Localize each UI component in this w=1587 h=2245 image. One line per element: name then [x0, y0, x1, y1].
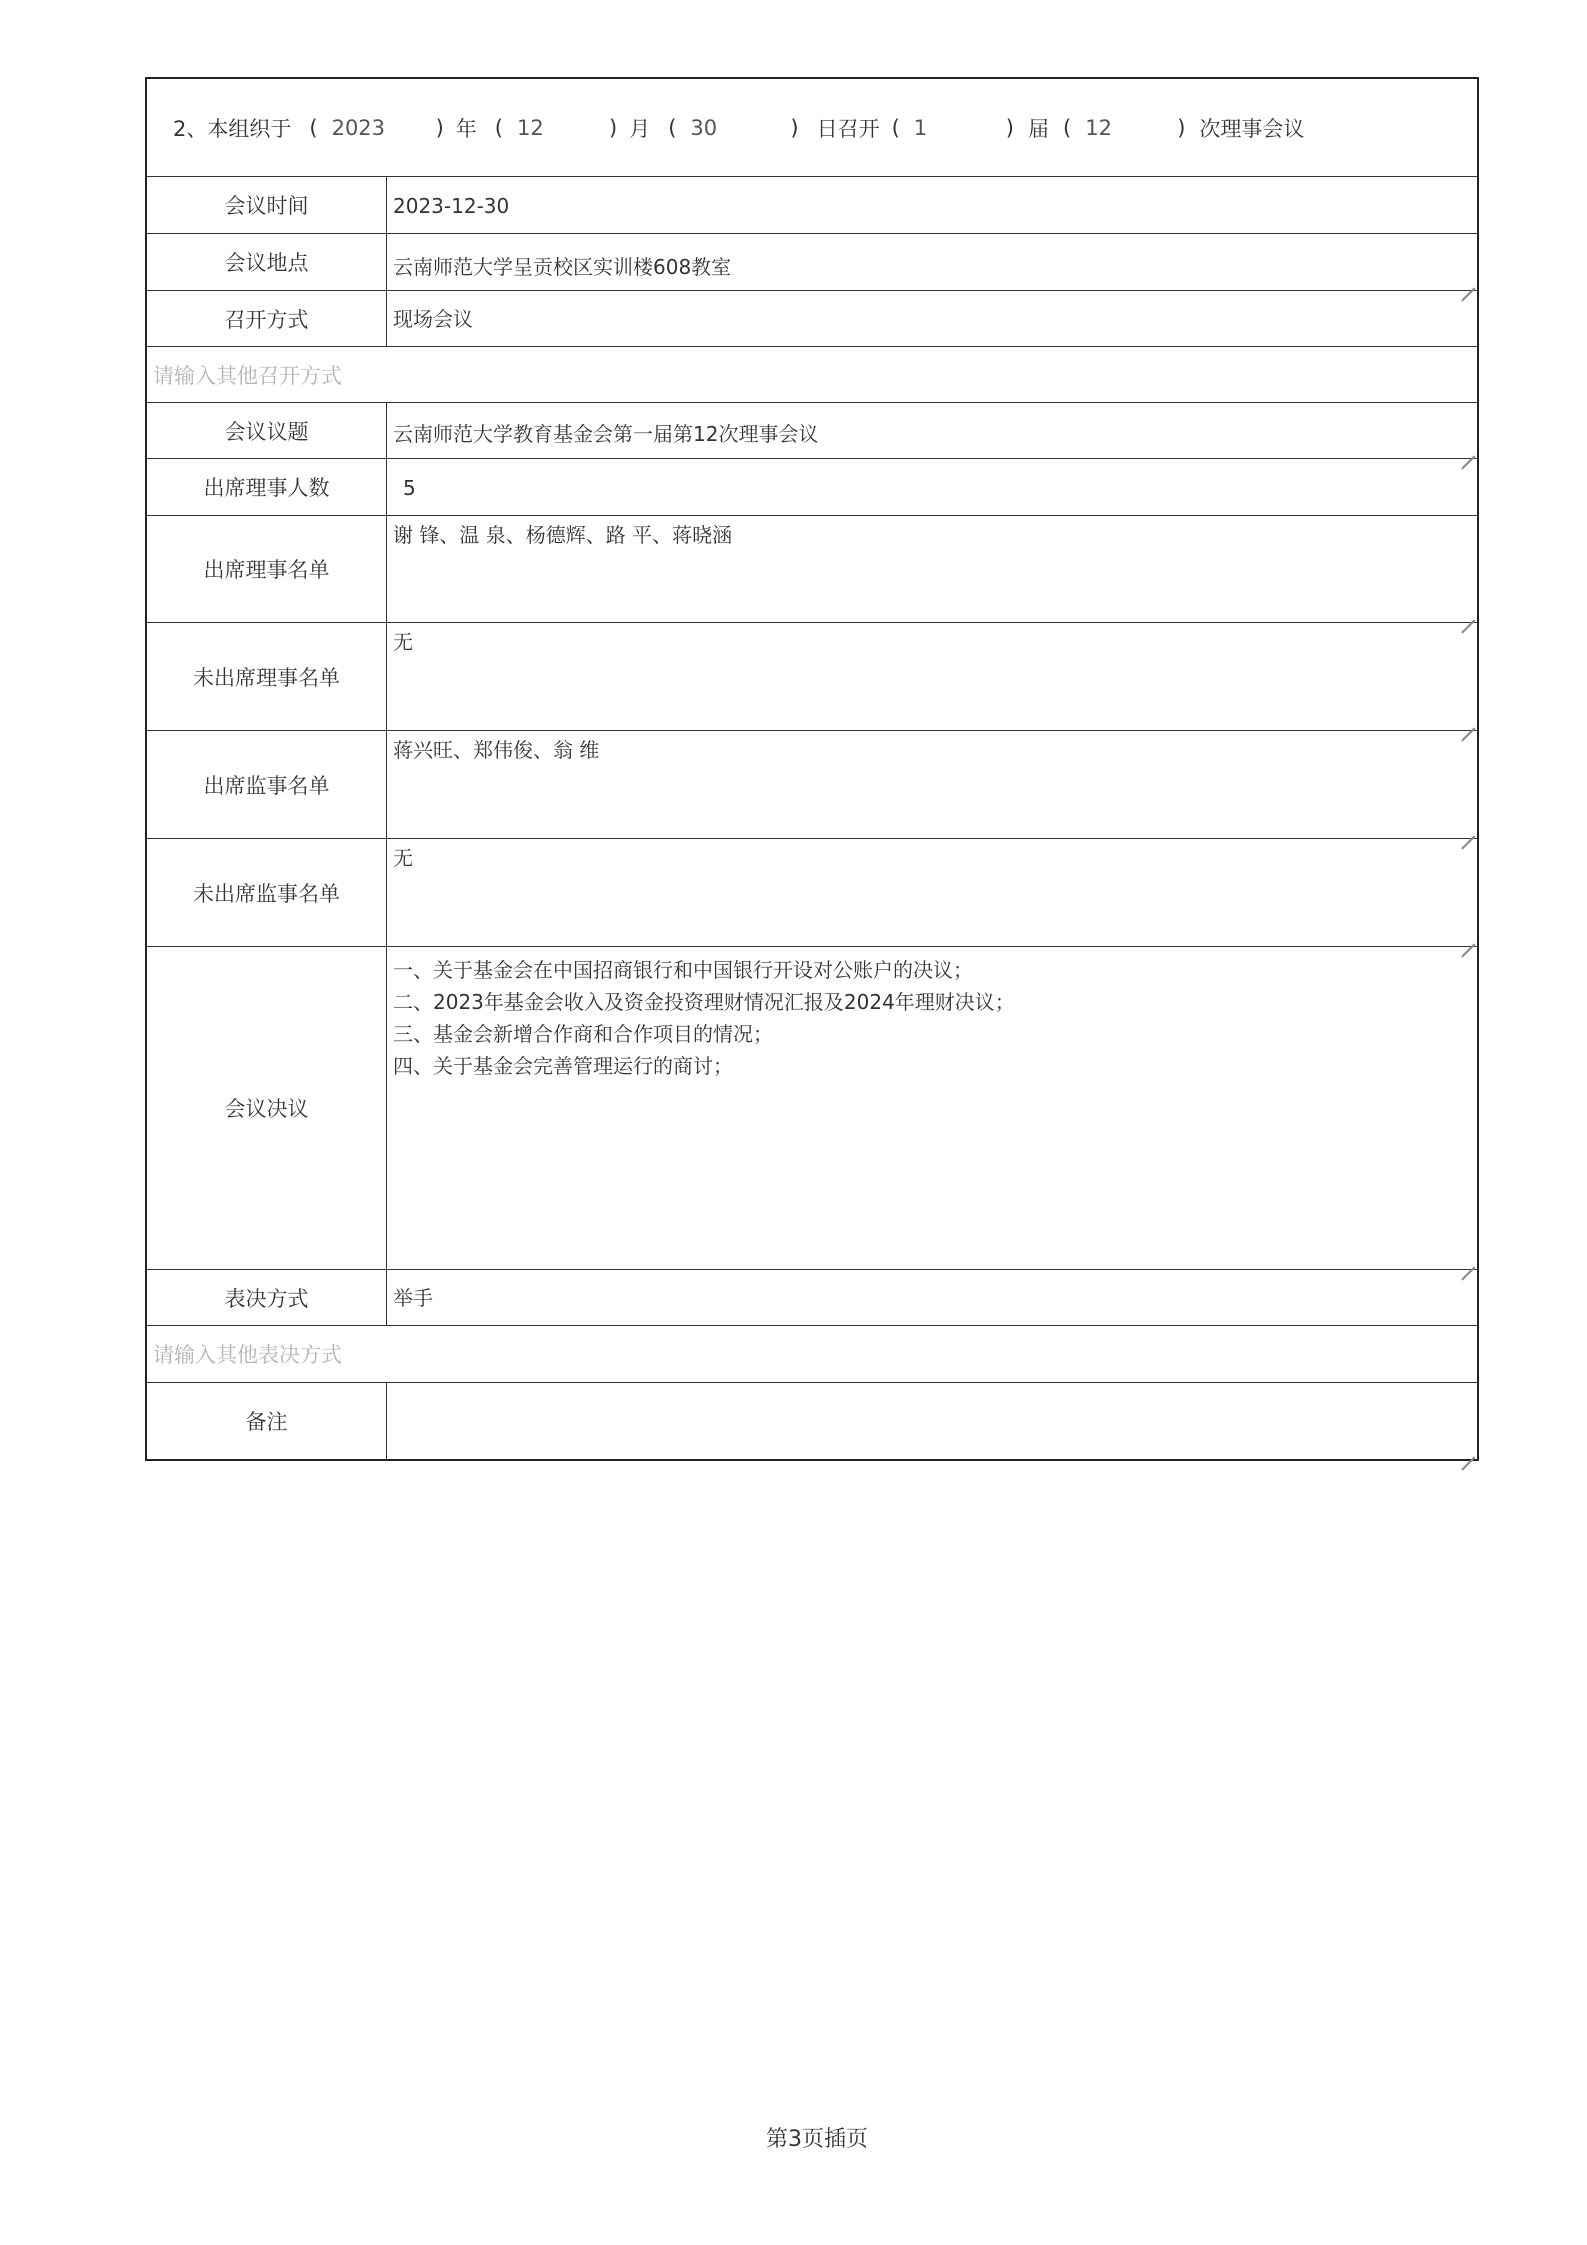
- attending-count-input[interactable]: [387, 459, 1477, 515]
- meeting-mode-label: 召开方式: [147, 291, 387, 346]
- meeting-mode-value: 现场会议: [393, 307, 473, 331]
- resolutions-label: 会议决议: [147, 947, 387, 1269]
- open-paren: (: [891, 115, 900, 140]
- close-paren: ): [608, 115, 618, 140]
- month-field[interactable]: 12: [516, 115, 544, 140]
- agenda-label: 会议议题: [147, 403, 387, 458]
- session-field[interactable]: 1: [913, 115, 928, 140]
- resize-handle-icon[interactable]: [1461, 274, 1475, 288]
- meeting-label: 次理事会议: [1199, 116, 1305, 141]
- year-field[interactable]: 2023: [331, 115, 386, 140]
- resolution-line: 四、关于基金会完善管理运行的商讨；: [393, 1054, 733, 1078]
- open-paren: (: [309, 115, 318, 140]
- session-label: 届: [1028, 116, 1049, 141]
- page-number: 第3页插页: [766, 2127, 868, 2152]
- attending-supervisors-label: 出席监事名单: [147, 731, 387, 838]
- remarks-textarea[interactable]: [387, 1383, 1477, 1459]
- meeting-place-textarea[interactable]: [387, 234, 1477, 290]
- attending-directors-label: 出席理事名单: [147, 516, 387, 622]
- voting-method-select[interactable]: [387, 1270, 1477, 1325]
- absent-supervisors-label: 未出席监事名单: [147, 839, 387, 946]
- absent-directors-row: [147, 622, 1477, 730]
- voting-method-value: 举手: [393, 1286, 433, 1310]
- voting-method-row: [147, 1269, 1477, 1325]
- meeting-place-value: 云南师范大学呈贡校区实训楼608教室: [393, 254, 732, 279]
- attending-directors-row: [147, 515, 1477, 622]
- resize-handle-icon[interactable]: [1461, 714, 1475, 728]
- agenda-textarea[interactable]: [387, 403, 1477, 458]
- year-label: 年: [455, 116, 477, 141]
- meeting-mode-row: [147, 290, 1477, 346]
- resolution-line: 二、2023年基金会收入及资金投资理财情况汇报及2024年理财决议；: [393, 990, 1015, 1014]
- absent-supervisors-value: 无: [393, 846, 413, 870]
- meeting-header-row: [147, 79, 1477, 176]
- other-mode-input[interactable]: 请输入其他召开方式: [153, 363, 342, 388]
- attending-supervisors-textarea[interactable]: [387, 731, 1477, 838]
- resize-handle-icon[interactable]: [1461, 930, 1475, 944]
- absent-directors-textarea[interactable]: [387, 623, 1477, 730]
- other-mode-row: [147, 346, 1477, 402]
- meeting-time-value: 2023-12-30: [393, 193, 510, 218]
- meeting-mode-select[interactable]: [387, 291, 1477, 346]
- resolutions-textarea[interactable]: [387, 947, 1477, 1269]
- resolution-line: 三、基金会新增合作商和合作项目的情况；: [393, 1022, 773, 1046]
- attending-directors-textarea[interactable]: [387, 516, 1477, 622]
- resize-handle-icon[interactable]: [1461, 606, 1475, 620]
- header-prefix: 2、本组织于: [173, 116, 292, 141]
- open-paren: (: [668, 115, 677, 140]
- close-paren: ): [435, 115, 444, 140]
- open-paren: (: [494, 115, 503, 140]
- voting-method-label: 表决方式: [147, 1270, 387, 1325]
- absent-supervisors-row: [147, 838, 1477, 946]
- resolution-line: 一、关于基金会在中国招商银行和中国银行开设对公账户的决议；: [393, 958, 973, 982]
- close-paren: ): [1177, 115, 1186, 140]
- attending-supervisors-value: 蒋兴旺、郑伟俊、翁 维: [393, 738, 600, 762]
- meeting-place-label: 会议地点: [147, 234, 387, 290]
- day-label: 日召开: [816, 116, 880, 141]
- open-paren: (: [1063, 115, 1072, 140]
- absent-directors-label: 未出席理事名单: [147, 623, 387, 730]
- meeting-place-row: [147, 233, 1477, 290]
- resize-handle-icon[interactable]: [1461, 442, 1475, 456]
- other-voting-row: [147, 1325, 1477, 1382]
- attending-count-row: [147, 458, 1477, 515]
- remarks-label: 备注: [147, 1383, 387, 1459]
- attending-count-value: 5: [403, 475, 416, 500]
- close-paren: ): [1005, 115, 1014, 140]
- day-field[interactable]: 30: [690, 115, 718, 140]
- meeting-form: [145, 77, 1479, 1461]
- resolutions-row: [147, 946, 1477, 1269]
- close-paren: ): [790, 115, 799, 140]
- meeting-time-row: [147, 176, 1477, 233]
- meeting-header: [147, 79, 1304, 176]
- agenda-row: [147, 402, 1477, 458]
- resize-handle-icon[interactable]: [1461, 1253, 1475, 1267]
- meeting-number-field[interactable]: 12: [1085, 115, 1112, 140]
- attending-directors-value: 谢 锋、温 泉、杨德辉、路 平、蒋晓涵: [393, 523, 733, 547]
- resize-handle-icon[interactable]: [1461, 1443, 1475, 1457]
- month-label: 月: [629, 116, 651, 141]
- absent-directors-value: 无: [393, 630, 413, 654]
- other-voting-input[interactable]: 请输入其他表决方式: [153, 1343, 342, 1367]
- remarks-row: [147, 1382, 1477, 1459]
- meeting-time-input[interactable]: [387, 177, 1477, 233]
- agenda-value: 云南师范大学教育基金会第一届第12次理事会议: [393, 422, 819, 446]
- resize-handle-icon[interactable]: [1461, 822, 1475, 836]
- attending-supervisors-row: [147, 730, 1477, 838]
- meeting-time-label: 会议时间: [147, 177, 387, 233]
- attending-count-label: 出席理事人数: [147, 459, 387, 515]
- absent-supervisors-textarea[interactable]: [387, 839, 1477, 946]
